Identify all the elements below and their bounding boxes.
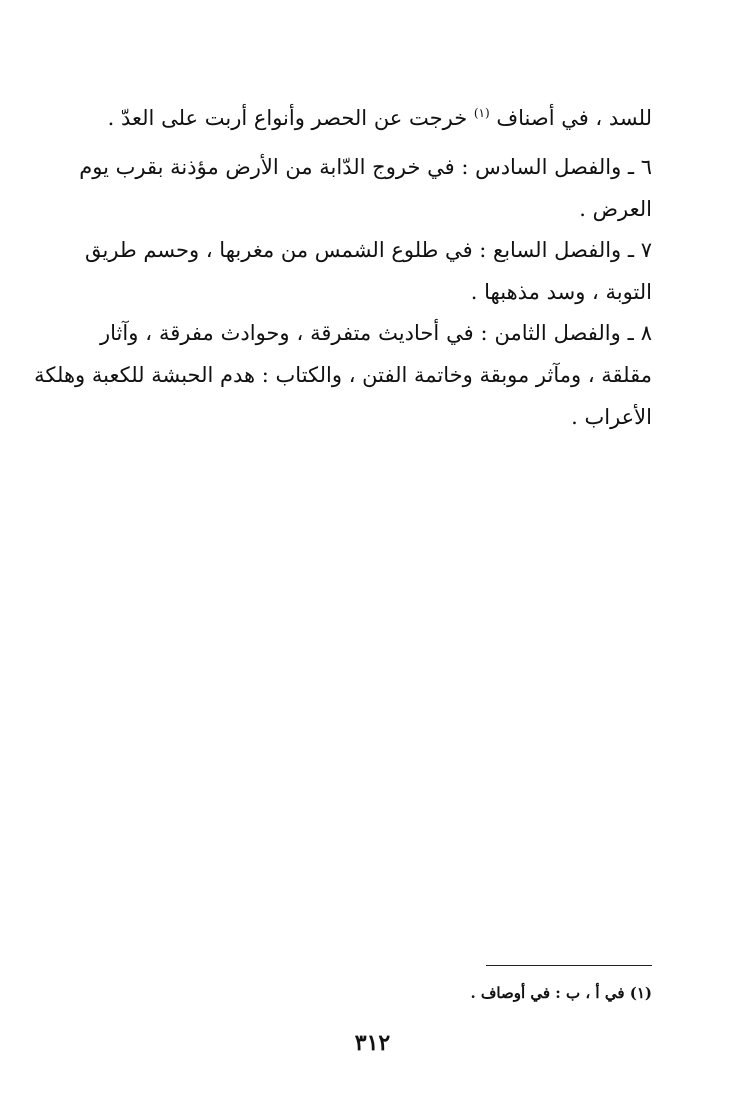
paragraph-chapter-6 <box>79 146 652 230</box>
text-segment: للسد ، في أصناف <box>489 106 652 130</box>
text-line: مقلقة ، ومآثر موبقة وخاتمة الفتن ، والكتاب : هدم الحبشة للكعبة وهلكة <box>34 363 652 387</box>
text-line: العرض . <box>579 197 652 221</box>
footnote-reference[interactable]: (١) <box>473 106 490 120</box>
paragraph-intro <box>100 97 652 139</box>
paragraph-chapter-7 <box>85 229 652 313</box>
text-segment: خرجت عن الحصر وأنواع أربت على العدّ . <box>107 106 474 130</box>
footnote-divider <box>486 965 652 966</box>
text-line <box>100 97 652 139</box>
text-line: ٨ ـ والفصل الثامن : في أحاديث متفرقة ، وحوادث مفرقة ، وآثار <box>100 321 652 345</box>
text-line: ٦ ـ والفصل السادس : في خروج الدّابة من الأرض مؤذنة بقرب يوم <box>79 155 652 179</box>
page-number: ٣١٢ <box>354 1030 391 1056</box>
text-line: التوبة ، وسد مذهبها . <box>470 280 652 304</box>
text-line: ٧ ـ والفصل السابع : في طلوع الشمس من مغربها ، وحسم طريق <box>85 238 652 262</box>
footnote: (١) في أ ، ب : في أوصاف . <box>470 984 652 1002</box>
text-line: الأعراب . <box>571 405 652 429</box>
paragraph-chapter-8 <box>34 312 652 438</box>
